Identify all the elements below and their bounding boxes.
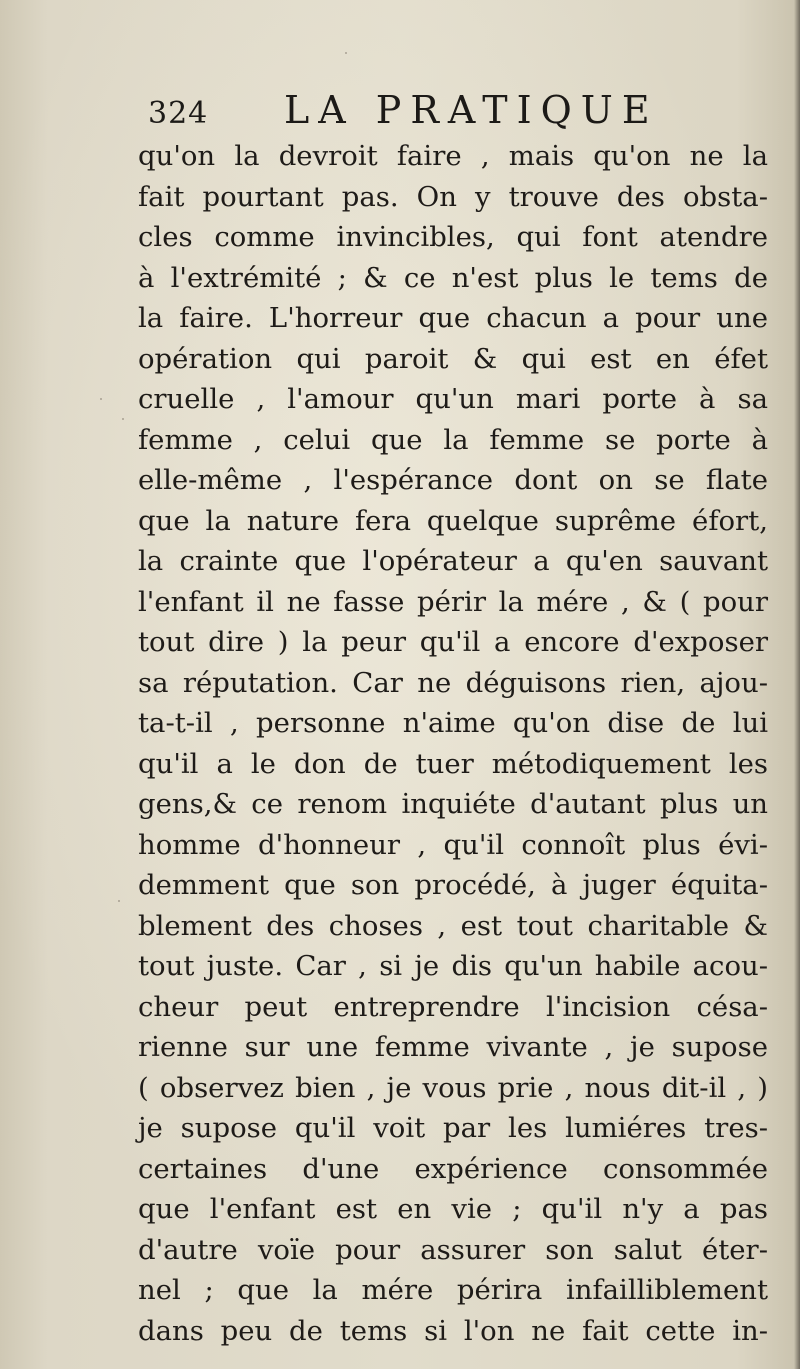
text-line: nel ; que la mére périra infailliblement <box>138 1274 768 1306</box>
text-line: cruelle , l'amour qu'un mari porte à sa <box>138 383 768 415</box>
page-header <box>148 86 668 136</box>
text-line: cles comme invincibles, qui font atendre <box>138 221 768 253</box>
text-line: qu'il a le don de tuer métodiquement les <box>138 747 768 780</box>
text-line: que la nature fera quelque suprême éfort, <box>138 504 768 537</box>
text-line: d'autre voïe pour assurer son salut éter- <box>138 1233 768 1266</box>
text-line: je supose qu'il voit par les lumiéres tres- <box>138 1112 768 1144</box>
paper-speck <box>100 398 102 400</box>
text-line: tout dire ) la peur qu'il a encore d'exposer <box>138 626 768 658</box>
text-line: ta-t-il , personne n'aime qu'on dise de lui <box>138 707 768 739</box>
text-line: la crainte que l'opérateur a qu'en sauvant <box>138 545 768 577</box>
text-line: blement des choses , est tout charitable & <box>138 909 768 942</box>
text-line: cheur peut entreprendre l'incision césa- <box>138 990 768 1023</box>
text-line: sa réputation. Car ne déguisons rien, ajou- <box>138 666 768 699</box>
text-line: rienne sur une femme vivante , je supose <box>138 1031 768 1063</box>
body-text <box>138 136 768 1351</box>
text-line: que l'enfant est en vie ; qu'il n'y a pas <box>138 1193 768 1225</box>
text-line: ( observez bien , je vous prie , nous dit-il , ) <box>138 1071 768 1104</box>
text-line: homme d'honneur , qu'il connoît plus évi- <box>138 828 768 861</box>
text-line: dans peu de tems si l'on ne fait cette in- <box>138 1314 768 1347</box>
paper-speck <box>345 52 347 54</box>
text-line: fait pourtant pas. On y trouve des obsta- <box>138 180 768 213</box>
text-line: l'enfant il ne fasse périr la mére , & ( pour <box>138 585 768 618</box>
text-line: la faire. L'horreur que chacun a pour une <box>138 302 768 334</box>
text-line: qu'on la devroit faire , mais qu'on ne la <box>138 140 768 172</box>
paper-speck <box>122 418 124 420</box>
text-line: demment que son procédé, à juger équita- <box>138 869 768 901</box>
text-line: tout juste. Car , si je dis qu'un habile acou- <box>138 950 768 982</box>
text-line: à l'extrémité ; & ce n'est plus le tems de <box>138 261 768 294</box>
text-line: opération qui paroit & qui est en éfet <box>138 342 768 375</box>
text-line: femme , celui que la femme se porte à <box>138 423 768 456</box>
text-line: elle-même , l'espérance dont on se flate <box>138 464 768 496</box>
text-line: gens,& ce renom inquiéte d'autant plus un <box>138 788 768 820</box>
page-edge-shadow <box>794 0 800 1369</box>
page-number: 324 <box>148 96 209 131</box>
paper-speck <box>118 900 120 902</box>
running-head: LA PRATIQUE <box>284 88 659 132</box>
text-line: certaines d'une expérience consommée <box>138 1152 768 1185</box>
